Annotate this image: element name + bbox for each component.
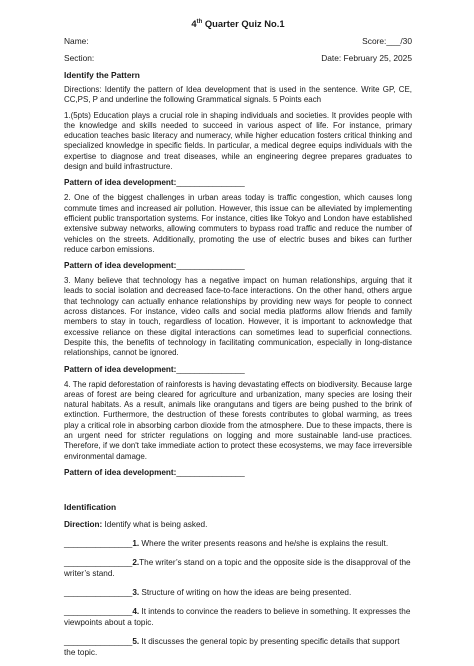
item-number: 2.: [132, 557, 140, 567]
title-number: 4: [191, 18, 197, 29]
date-label: Date: February 25, 2025: [321, 53, 412, 63]
item-3-pattern: [64, 364, 412, 375]
answer-blank[interactable]: _______________: [64, 636, 133, 646]
pattern-label: Pattern of idea development:: [64, 364, 177, 374]
quiz-title: [64, 18, 412, 30]
item-text: It intends to convince the readers to believe in something. It expresses the viewpoints about a topic.: [64, 606, 411, 627]
answer-blank[interactable]: _______________: [176, 467, 245, 477]
answer-blank[interactable]: _______________: [176, 178, 245, 188]
item-4-passage: 4. The rapid deforestation of rainforests is having devastating effects on biodiversity. Because large areas of forest are being cleared for agriculture and urbanization, many species are losing their natural habitats. As a result, animals like orangutans and tigers are being pushed to the brink of extinction. Furthermore, the destruction of these forests contributes to global warming, as trees play a critical role in absorbing carbon dioxide from the atmosphere. Due to these impacts, there is an urgent need for stricter regulations on logging and more sustainable land-use practices. Therefore, if we don't take immediate action to protect these ecosystems, we may face irreversible environmental damage.: [64, 379, 412, 461]
item-number: 4.: [132, 606, 140, 616]
title-text: Quarter Quiz No.1: [202, 18, 285, 29]
item-text: It discusses the general topic by presenting specific details that support the topic.: [64, 636, 400, 657]
part2-heading: Identification: [64, 501, 117, 512]
part1-heading: Identify the Pattern: [64, 70, 140, 80]
item-4-pattern: [64, 467, 412, 478]
item-text: Structure of writing on how the ideas are being presented.: [139, 587, 352, 597]
name-label: Name:: [64, 36, 89, 46]
name-score-row: [64, 36, 412, 47]
pattern-label: Pattern of idea development:: [64, 467, 177, 477]
identification-item-1: [64, 538, 412, 549]
item-1-pattern: [64, 177, 412, 188]
identification-item-2: [64, 557, 412, 579]
item-text: Where the writer presents reasons and he/she is explains the result.: [139, 538, 389, 548]
part1-directions: Directions: Identify the pattern of Idea development that is used in the sentence. Write GP, CE, CC,PS, P and underline the following Grammatical signals. 5 Points each: [64, 85, 412, 105]
direction-label: Direction:: [64, 519, 103, 529]
item-3-passage: 3. Many believe that technology has a negative impact on human relationships, arguing that it leads to social isolation and decreased face-to-face interactions. On the other hand, others argue that technology can actually enhance relationships by providing new ways for people to connect across distances. For instance, video calls and social media platforms allow friends and family members to stay in touch, regardless of location. However, it is important to acknowledge that excessive reliance on these digital interactions can sometimes lead to superficial connections. Despite this, the benefits of technology in facilitating communication, especially in long-distance relationships, cannot be ignored.: [64, 276, 412, 358]
item-number: 3.: [132, 587, 140, 597]
section-date-row: [64, 53, 412, 64]
identification-item-3: [64, 587, 412, 598]
pattern-label: Pattern of idea development:: [64, 261, 177, 271]
answer-blank[interactable]: _______________: [64, 557, 133, 567]
quiz-page: [64, 18, 412, 666]
item-number: 5.: [132, 636, 140, 646]
identification-item-4: [64, 606, 412, 628]
score-label: Score:___/30: [362, 36, 412, 46]
pattern-label: Pattern of idea development:: [64, 178, 177, 188]
answer-blank[interactable]: _______________: [176, 364, 245, 374]
item-text: The writer’s stand on a topic and the opposite side is the disapproval of the writer’s stand.: [64, 557, 411, 578]
direction-text: Identify what is being asked.: [102, 519, 208, 529]
section-label: Section:: [64, 53, 95, 63]
answer-blank[interactable]: _______________: [64, 587, 133, 597]
answer-blank[interactable]: _______________: [176, 261, 245, 271]
item-2-passage: 2. One of the biggest challenges in urban areas today is traffic congestion, which causes long commute times and increased air pollution. However, this issue can be alleviated by implementing efficient public transportation systems. For instance, cities like Tokyo and London have established extensive subway networks, allowing commuters to bypass road traffic and reduce the number of vehicles on the streets. Additionally, promoting the use of electric buses and bikes can further reduce carbon emissions.: [64, 193, 412, 254]
item-number: 1.: [132, 538, 140, 548]
title-ordinal: th: [196, 18, 203, 25]
answer-blank[interactable]: _______________: [64, 606, 133, 616]
item-1-passage: 1.(5pts) Education plays a crucial role in shaping individuals and societies. It provides people with the knowledge and skills needed to succeed in various aspect of life. For instance, primary education teaches basic literacy and numeracy, while higher education fosters critical thinking and specialized knowledge in specific fields. In particular, a medical degree equips individuals with the expertise to diagnose and treat diseases, while an engineering degree prepares graduates to design and build infrastructure.: [64, 110, 412, 172]
identification-item-5: [64, 636, 412, 658]
answer-blank[interactable]: _______________: [64, 538, 133, 548]
spacer: [64, 483, 412, 496]
part2-direction: [64, 519, 412, 530]
item-2-pattern: [64, 260, 412, 271]
